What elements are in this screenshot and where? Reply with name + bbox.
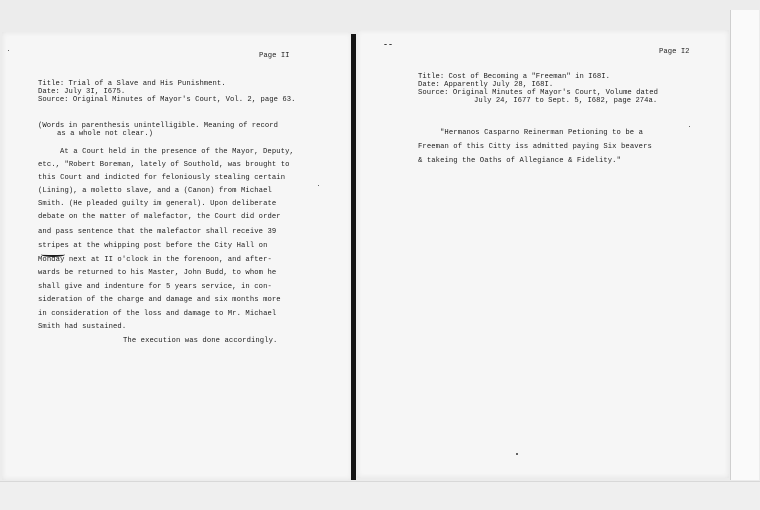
body-line: this Court and indicted for feloniously stealing certain — [38, 174, 286, 182]
quote-line: "Hermanos Casparno Reinerman Petioning to be a — [440, 129, 644, 137]
scan-speck — [389, 44, 392, 45]
left-title: Title: Trial of a Slave and His Punishment. — [38, 80, 226, 88]
left-note-line-1: (Words in parenthesis unintelligible. Meaning of record — [38, 122, 278, 130]
left-closing: The execution was done accordingly. — [123, 337, 278, 345]
right-source-line-1: Source: Original Minutes of Mayor's Court, Volume dated — [418, 89, 658, 97]
body-line: shall give and indenture for 5 years service, in con- — [38, 283, 272, 291]
page-edge — [730, 10, 759, 480]
left-page-number: Page II — [259, 52, 290, 60]
body-line: Smith. (He pleaded guilty im general). Upon deliberate — [38, 200, 277, 208]
body-line: sideration of the charge and damage and six months more — [38, 296, 281, 304]
quote-line: & takeing the Oaths of Allegiance & Fidelity." — [418, 157, 622, 165]
body-line: etc., "Robert Boreman, lately of Southold, was brought to — [38, 161, 290, 169]
right-title: Title: Cost of Becoming a "Freeman" in I68I. — [418, 73, 610, 81]
left-note-line-2: as a whole not clear.) — [57, 130, 153, 138]
body-line: in consideration of the loss and damage to Mr. Michael — [38, 310, 277, 318]
scan-speck — [516, 453, 518, 455]
body-line: Smith had sustained. — [38, 323, 127, 331]
quote-line: Freeman of this Citty iss admitted paying Six beavers — [418, 143, 652, 151]
scan-speck — [318, 185, 319, 186]
right-source-line-2: July 24, I677 to Sept. 5, I682, page 274a. — [474, 97, 658, 105]
scan-border — [0, 481, 760, 510]
body-line: wards be returned to his Master, John Budd, to whom he — [38, 269, 277, 277]
scan-speck — [384, 44, 387, 45]
right-page-number: Page I2 — [659, 48, 690, 56]
body-line: At a Court held in the presence of the Mayor, Deputy, — [60, 148, 294, 156]
body-line: Monday next at II o'clock in the forenoon, and after- — [38, 256, 272, 264]
body-line: debate on the matter of malefactor, the Court did order — [38, 213, 281, 221]
body-line: stripes at the whipping post before the City Hall on — [38, 242, 268, 250]
binding-gutter — [351, 34, 356, 480]
scan-speck — [8, 50, 9, 51]
body-line: (Lining), a moletto slave, and a (Canon) from Michael — [38, 187, 272, 195]
left-source: Source: Original Minutes of Mayor's Court, Vol. 2, page 63. — [38, 96, 296, 104]
scan-speck — [689, 126, 690, 127]
left-date: Date: July 3I, I675. — [38, 88, 126, 96]
body-line: and pass sentence that the malefactor shall receive 39 — [38, 228, 277, 236]
right-date: Date: Apparently July 28, I68I. — [418, 81, 554, 89]
